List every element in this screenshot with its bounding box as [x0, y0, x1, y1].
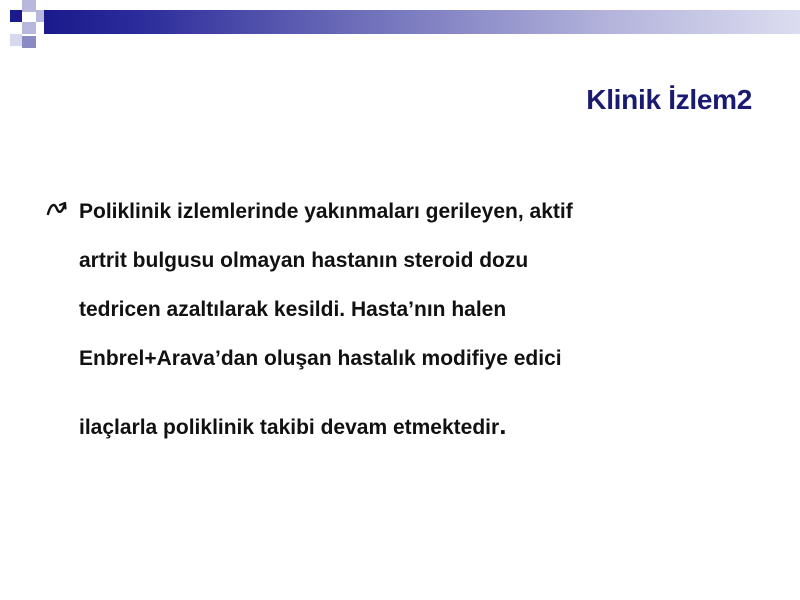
header-gradient-bar: [44, 10, 800, 34]
bullet-paragraph: [79, 197, 759, 459]
paragraph-line: Poliklinik izlemlerinde yakınmaları gerileyen, aktif: [79, 200, 573, 223]
paragraph-line: tedricen azaltılarak kesildi. Hasta’nın halen: [79, 298, 507, 321]
slide-title: Klinik İzlem2: [586, 84, 752, 115]
decorative-square: [10, 10, 22, 22]
paragraph-line: ilaçlarla poliklinik takibi devam etmektedir: [79, 416, 500, 439]
decorative-square: [22, 22, 36, 34]
paragraph-line: Enbrel+Arava’dan oluşan hastalık modifiye edici: [79, 347, 562, 370]
decorative-square: [10, 34, 22, 46]
decorative-square: [22, 36, 36, 48]
decorative-header-band: [0, 0, 800, 50]
paragraph-line-final: [79, 410, 759, 459]
paragraph-line: artrit bulgusu olmayan hastanın steroid dozu: [79, 249, 529, 272]
final-period: .: [499, 410, 507, 440]
decorative-square: [22, 0, 36, 12]
wavy-arrow-bullet-icon: [46, 199, 68, 217]
